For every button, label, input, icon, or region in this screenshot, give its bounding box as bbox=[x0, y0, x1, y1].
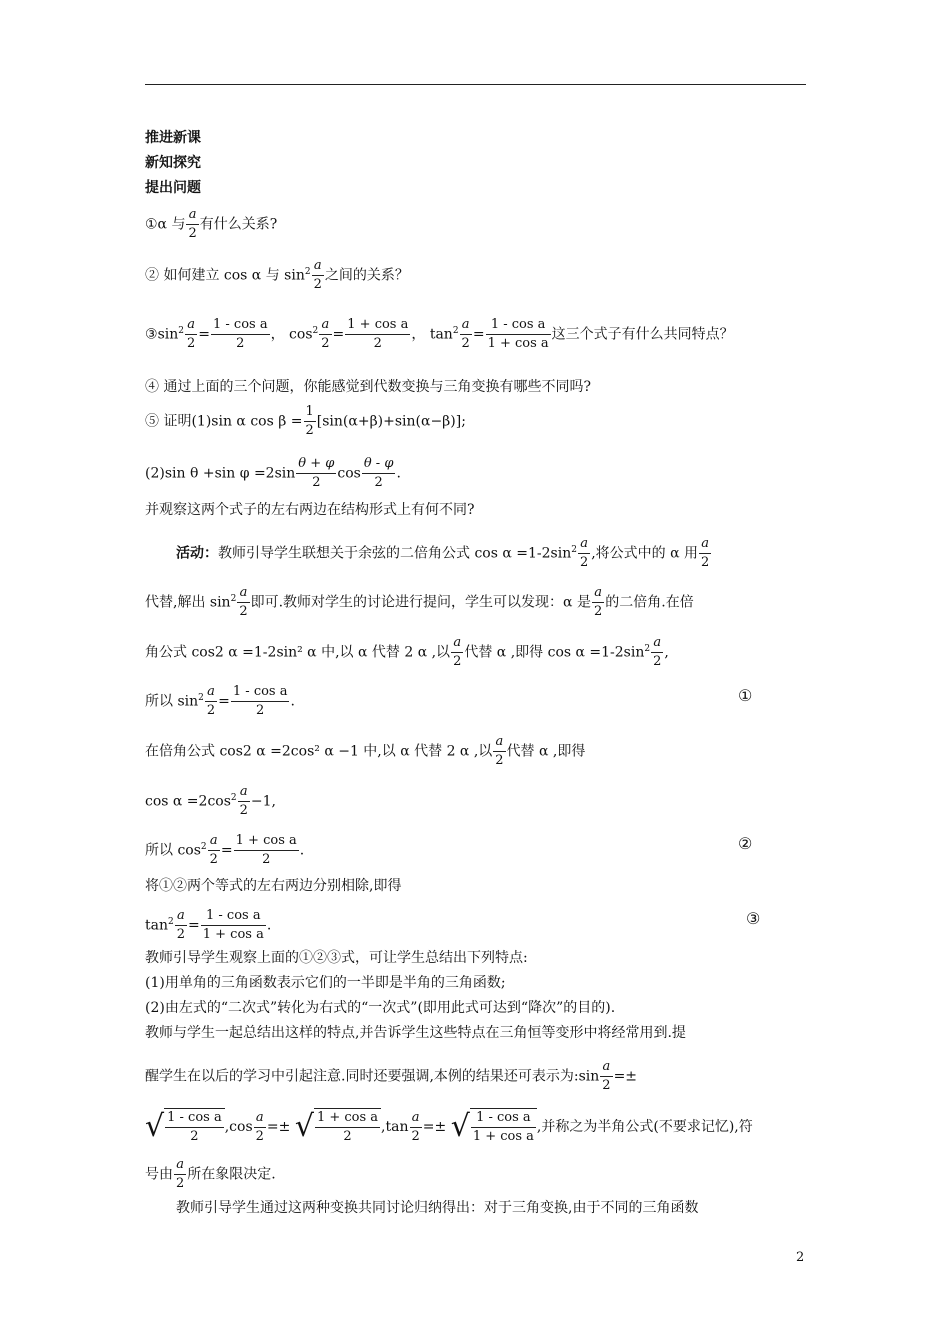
activity-line-2: 代替,解出 $\sin^2$ $\frac{a}{2}$ 即可.教师对学生的讨论进行提问，学生可以发现：α 是 $\frac{a}{2}$ 的二倍角.在倍 bbox=[145, 585, 694, 619]
equation-3: $\tan^2$ $\frac{a}{2}$ = $\frac{\text{1 - cos a}}{\text{1 + cos a}}$ . bbox=[145, 908, 272, 942]
equation-1-marker: ① bbox=[738, 686, 753, 705]
question-2: ② 如何建立 cos α 与 $\sin^2$ $\frac{a}{2}$ 之间的关系？ bbox=[145, 258, 409, 292]
equation-1: 所以 $\sin^2$ $\frac{a}{2}$ = $\frac{\text{1 - cos a}}{2}$ . bbox=[145, 684, 295, 718]
paragraph-conclusion: 教师引导学生通过这两种变换共同讨论归纳得出：对于三角变换,由于不同的三角函数 bbox=[176, 1200, 699, 1216]
paragraph-half-angle-line-1: 醒学生在以后的学习中引起注意.同时还要强调,本例的结果还可表示为:sin $\frac{a}{2}$ =± bbox=[145, 1059, 638, 1093]
activity-line-5: $\cos \alpha =2\cos^2$ $\frac{a}{2}$ −1, bbox=[145, 784, 277, 818]
paragraph-features-intro: 教师引导学生观察上面的①②③式，可让学生总结出下列特点: bbox=[145, 950, 528, 966]
question-1: ①α 与 $\frac{a}{2}$ 有什么关系? bbox=[145, 207, 278, 241]
heading-explore: 新知探究 bbox=[145, 155, 201, 171]
activity-line-3: 角公式 cos2 α =1-2sin² α 中,以 α 代替 2 α ,以 $\frac{a}{2}$ 代替 α ,即得 $\cos \alpha =1-2\sin^2$ $\frac{a}{2}$ , bbox=[145, 635, 669, 669]
paragraph-summary: 教师与学生一起总结出这样的特点,并告诉学生这些特点在三角恒等变形中将经常用到.提 bbox=[145, 1025, 686, 1041]
paragraph-half-angle-line-2: √ $\frac{\text{1 - cos a}}{2}$ ,cos $\frac{a}{2}$ =± √ $\frac{\text{1 + cos a}}{2}$ ,tan $\frac{a}{2}$ =± √ $\frac{\text{1 - cos a}}{\text{1 + cos a}}$ ,并称之为半角公式(不要求记忆),符 bbox=[145, 1109, 753, 1144]
paragraph-feature-2: (2)由左式的“二次式”转化为右式的“一次式”(即用此式可达到“降次”的目的). bbox=[145, 1000, 616, 1016]
equation-2-marker: ② bbox=[738, 834, 753, 853]
question-4: ④ 通过上面的三个问题，你能感觉到代数变换与三角变换有哪些不同吗? bbox=[145, 379, 591, 395]
activity-line-1: 活动：教师引导学生联想关于余弦的二倍角公式 $\cos \alpha =1-2\sin^2$ $\frac{a}{2}$ ,将公式中的 α 用 $\frac{a}{2}$ bbox=[176, 536, 710, 570]
activity-line-6: 将①②两个等式的左右两边分别相除,即得 bbox=[145, 878, 402, 894]
paragraph-feature-1: (1)用单角的三角函数表示它们的一半即是半角的三角函数; bbox=[145, 975, 506, 991]
heading-questions: 提出问题 bbox=[145, 180, 201, 196]
header-rule bbox=[145, 84, 806, 85]
equation-3-marker: ③ bbox=[746, 909, 761, 928]
page-number: 2 bbox=[796, 1250, 805, 1265]
question-3: $③\sin^2$ $\frac{a}{2}$ = $\frac{\text{1 - cos a}}{2}$ ， $\cos^2$ $\frac{a}{2}$ = $\frac{\text{1 + cos a}}{2}$ ， $\tan^2$ $\frac{a}{2}$ = $\frac{\text{1 - cos a}}{\text{1 + cos a}}$ 这三个式子有什么共同特点？ bbox=[145, 317, 734, 351]
activity-line-4: 在倍角公式 cos2 α =2cos² α −1 中,以 α 代替 2 α ,以 $\frac{a}{2}$ 代替 α ,即得 bbox=[145, 734, 586, 768]
question-5: ⑤ 证明(1)sin α cos β = $\frac{1}{2}$ [sin(α+β)+sin(α−β)]; bbox=[145, 404, 466, 438]
equation-2: 所以 $\cos^2$ $\frac{a}{2}$ = $\frac{\text{1 + cos a}}{2}$ . bbox=[145, 833, 305, 867]
question-5-part-2: (2)sin θ +sin φ =2sin $\frac{\theta + \varphi}{2}$ cos $\frac{\theta - \varphi}{2}$ . bbox=[145, 456, 401, 490]
heading-new-lesson: 推进新课 bbox=[145, 130, 201, 146]
paragraph-half-angle-line-3: 号由 $\frac{a}{2}$ 所在象限决定. bbox=[145, 1157, 276, 1191]
question-6: 并观察这两个式子的左右两边在结构形式上有何不同? bbox=[145, 502, 475, 518]
